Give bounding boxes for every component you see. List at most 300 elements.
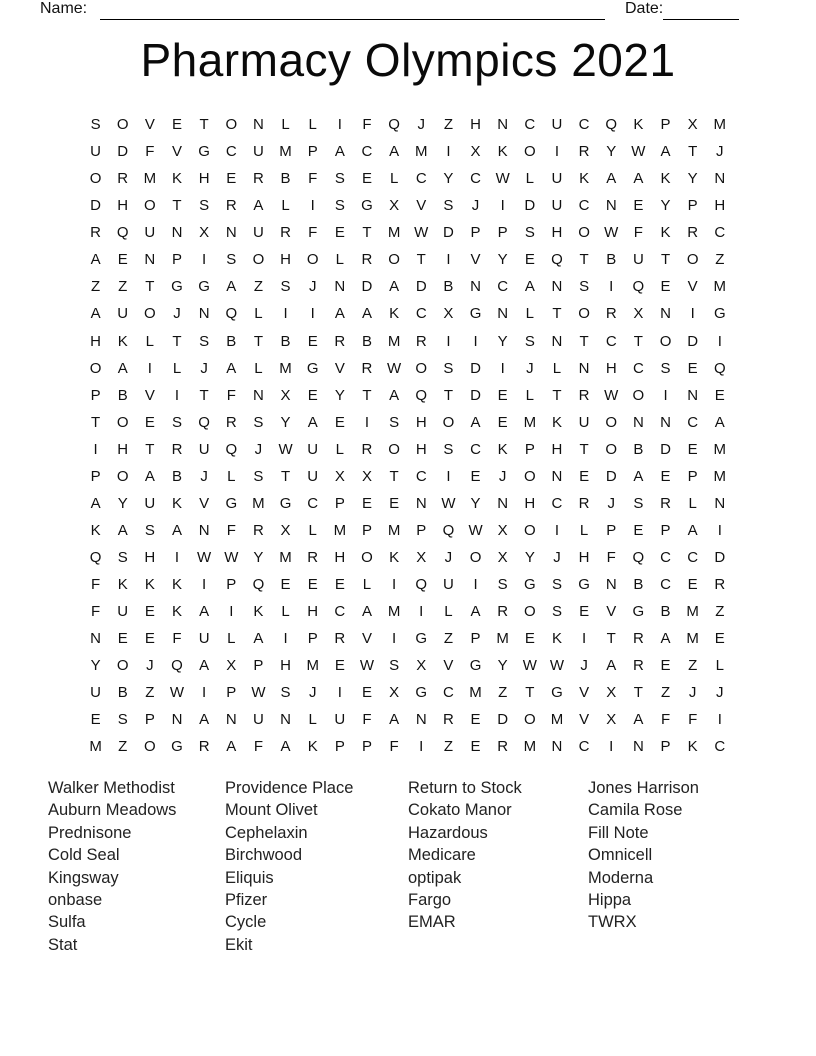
grid-letter: Y: [497, 251, 508, 269]
grid-letter: L: [308, 116, 317, 134]
grid-letter: L: [308, 521, 317, 539]
grid-letter: N: [632, 413, 644, 431]
grid-letter: L: [525, 305, 534, 323]
grid-letter: L: [389, 170, 399, 188]
word-list-item: Omnicell: [588, 846, 653, 865]
grid-letter: H: [198, 170, 210, 188]
grid-letter: M: [252, 494, 265, 512]
grid-letter: Q: [713, 359, 726, 377]
grid-letter: C: [442, 684, 454, 702]
grid-letter: T: [145, 440, 155, 458]
grid-letter: R: [307, 549, 319, 567]
grid-letter: S: [524, 224, 535, 242]
grid-letter: G: [469, 657, 482, 675]
grid-letter: L: [308, 711, 317, 729]
grid-letter: T: [688, 143, 698, 161]
grid-letter: S: [280, 684, 291, 702]
grid-letter: F: [90, 603, 101, 621]
grid-letter: R: [442, 711, 454, 729]
grid-letter: A: [226, 278, 237, 296]
grid-letter: R: [632, 657, 644, 675]
grid-letter: O: [225, 116, 238, 134]
grid-letter: E: [361, 170, 372, 188]
grid-letter: N: [198, 521, 210, 539]
grid-letter: M: [89, 738, 102, 756]
grid-letter: Z: [443, 116, 453, 134]
grid-letter: O: [523, 143, 536, 161]
grid-letter: J: [200, 359, 208, 377]
grid-letter: J: [308, 278, 317, 296]
grid-letter: E: [361, 684, 372, 702]
grid-letter: R: [605, 305, 617, 323]
word-column: [408, 777, 522, 934]
grid-letter: K: [551, 630, 562, 648]
grid-letter: S: [171, 413, 182, 431]
grid-letter: E: [334, 657, 345, 675]
grid-letter: G: [198, 143, 210, 161]
grid-letter: H: [551, 224, 563, 242]
grid-letter: Y: [606, 143, 617, 161]
grid-letter: L: [281, 603, 290, 621]
grid-letter: G: [279, 494, 292, 512]
grid-letter: A: [470, 413, 481, 431]
grid-letter: P: [660, 738, 671, 756]
grid-letter: K: [171, 494, 182, 512]
grid-letter: R: [660, 494, 671, 512]
grid-letter: C: [578, 738, 590, 756]
grid-letter: J: [716, 684, 724, 702]
grid-letter: U: [90, 143, 101, 161]
grid-letter: W: [549, 657, 565, 675]
grid-letter: A: [606, 657, 617, 675]
word-list-item: Fill Note: [588, 823, 649, 842]
grid-letter: I: [147, 359, 152, 377]
grid-letter: G: [171, 738, 183, 756]
grid-letter: C: [578, 116, 590, 134]
grid-letter: C: [415, 170, 427, 188]
word-list-item: Auburn Meadows: [48, 801, 177, 820]
grid-letter: L: [444, 603, 453, 621]
grid-letter: S: [551, 576, 562, 594]
grid-letter: D: [90, 197, 101, 215]
grid-letter: O: [469, 549, 482, 567]
grid-letter: J: [553, 549, 561, 567]
grid-letter: N: [198, 305, 210, 323]
grid-letter: I: [283, 305, 288, 323]
grid-letter: W: [604, 224, 619, 242]
grid-letter: U: [90, 684, 101, 702]
grid-letter: X: [470, 143, 481, 161]
grid-letter: E: [633, 521, 644, 539]
grid-letter: R: [252, 170, 264, 188]
grid-letter: Z: [660, 684, 671, 702]
grid-letter: R: [578, 494, 590, 512]
grid-letter: I: [174, 549, 180, 567]
grid-letter: V: [171, 143, 182, 161]
grid-letter: R: [252, 521, 264, 539]
grid-letter: P: [660, 116, 671, 134]
word-list-item: Cycle: [225, 913, 267, 932]
word-list-item: Prednisone: [48, 823, 132, 842]
grid-letter: O: [523, 603, 536, 621]
grid-letter: E: [524, 251, 535, 269]
grid-letter: D: [524, 197, 536, 215]
grid-letter: N: [714, 170, 726, 188]
grid-letter: X: [389, 197, 400, 215]
grid-letter: S: [443, 440, 454, 458]
grid-letter: O: [116, 657, 129, 675]
word-column: [225, 777, 353, 956]
grid-letter: Z: [715, 251, 725, 269]
grid-letter: H: [524, 494, 536, 512]
grid-letter: L: [227, 630, 236, 648]
word-column: [48, 777, 176, 956]
grid-letter: P: [226, 576, 237, 594]
grid-letter: G: [523, 576, 536, 594]
grid-letter: T: [172, 332, 182, 350]
grid-letter: Z: [90, 278, 101, 296]
grid-letter: U: [578, 413, 590, 431]
grid-letter: A: [389, 386, 400, 404]
grid-letter: E: [334, 413, 345, 431]
grid-letter: E: [280, 576, 291, 594]
grid-letter: L: [254, 359, 263, 377]
grid-letter: R: [117, 170, 129, 188]
grid-letter: P: [334, 738, 345, 756]
grid-letter: Q: [551, 251, 563, 269]
word-list-item: Hippa: [588, 891, 632, 910]
grid-letter: A: [226, 359, 237, 377]
grid-letter: K: [497, 440, 508, 458]
grid-letter: Y: [497, 332, 508, 350]
grid-letter: C: [660, 549, 671, 567]
grid-letter: E: [226, 170, 237, 188]
grid-letter: F: [362, 116, 372, 134]
grid-letter: H: [144, 549, 156, 567]
grid-letter: P: [144, 711, 155, 729]
grid-letter: R: [225, 413, 237, 431]
grid-letter: Y: [117, 494, 128, 512]
word-list-item: Moderna: [588, 868, 654, 887]
grid-letter: P: [361, 738, 372, 756]
grid-letter: I: [202, 684, 207, 702]
grid-letter: H: [280, 657, 291, 675]
grid-letter: E: [470, 467, 481, 485]
grid-letter: D: [361, 278, 373, 296]
grid-letter: E: [470, 738, 481, 756]
grid-letter: M: [713, 116, 727, 134]
grid-letter: I: [582, 630, 587, 648]
grid-letter: N: [225, 224, 237, 242]
grid-letter: V: [687, 278, 698, 296]
grid-letter: P: [361, 521, 372, 539]
grid-letter: F: [389, 738, 399, 756]
grid-letter: L: [362, 576, 372, 594]
grid-letter: K: [253, 603, 264, 621]
grid-letter: A: [389, 711, 400, 729]
grid-letter: O: [659, 332, 672, 350]
grid-letter: Y: [443, 170, 454, 188]
grid-letter: P: [497, 224, 508, 242]
grid-letter: I: [392, 630, 397, 648]
grid-letter: H: [551, 440, 563, 458]
grid-letter: N: [497, 494, 509, 512]
grid-letter: J: [173, 305, 181, 323]
word-list-item: Mount Olivet: [225, 801, 318, 820]
grid-letter: X: [199, 224, 210, 242]
grid-letter: N: [687, 386, 699, 404]
grid-letter: C: [225, 143, 237, 161]
grid-letter: S: [280, 278, 291, 296]
grid-letter: S: [443, 197, 454, 215]
grid-letter: H: [117, 440, 129, 458]
grid-letter: S: [579, 278, 590, 296]
grid-letter: S: [253, 413, 264, 431]
grid-letter: A: [389, 278, 400, 296]
grid-letter: H: [90, 332, 101, 350]
grid-letter: U: [252, 224, 264, 242]
date-label: Date:: [625, 0, 664, 17]
grid-letter: F: [308, 170, 318, 188]
grid-letter: W: [631, 143, 646, 161]
grid-letter: R: [90, 224, 101, 242]
grid-letter: K: [389, 549, 400, 567]
grid-letter: G: [198, 278, 210, 296]
grid-letter: W: [414, 224, 429, 242]
grid-letter: M: [713, 440, 727, 458]
grid-letter: D: [605, 467, 617, 485]
grid-letter: B: [117, 684, 128, 702]
grid-letter: M: [306, 657, 319, 675]
grid-letter: E: [579, 603, 590, 621]
grid-letter: T: [552, 386, 562, 404]
grid-letter: E: [144, 413, 155, 431]
grid-letter: C: [415, 305, 427, 323]
grid-letter: C: [497, 278, 509, 296]
grid-letter: J: [200, 467, 208, 485]
grid-letter: B: [606, 251, 617, 269]
grid-letter: X: [606, 711, 617, 729]
grid-letter: L: [335, 440, 344, 458]
grid-letter: H: [415, 413, 427, 431]
grid-letter: A: [199, 657, 210, 675]
grid-letter: X: [497, 549, 508, 567]
grid-letter: O: [144, 305, 156, 323]
grid-letter: D: [442, 224, 454, 242]
grid-letter: R: [415, 332, 427, 350]
grid-letter: F: [362, 711, 372, 729]
grid-letter: J: [146, 657, 154, 675]
grid-letter: R: [171, 440, 183, 458]
grid-letter: O: [605, 413, 618, 431]
grid-letter: A: [199, 603, 210, 621]
grid-letter: E: [660, 467, 671, 485]
grid-letter: B: [633, 576, 644, 594]
grid-letter: X: [633, 305, 644, 323]
grid-letter: N: [415, 711, 427, 729]
grid-letter: Q: [198, 413, 210, 431]
grid-letter: R: [632, 630, 644, 648]
grid-letter: Q: [415, 386, 428, 404]
grid-letter: M: [279, 359, 292, 377]
grid-letter: O: [144, 738, 156, 756]
grid-letter: M: [469, 684, 482, 702]
grid-letter: B: [280, 170, 291, 188]
grid-letter: O: [116, 116, 129, 134]
grid-letter: E: [633, 197, 644, 215]
grid-letter: E: [524, 630, 535, 648]
grid-letter: A: [470, 603, 481, 621]
grid-letter: A: [334, 143, 345, 161]
grid-letter: D: [714, 549, 726, 567]
grid-letter: A: [117, 521, 128, 539]
grid-letter: T: [579, 251, 589, 269]
grid-letter: K: [633, 116, 644, 134]
grid-letter: N: [497, 305, 509, 323]
grid-letter: S: [524, 332, 535, 350]
grid-letter: C: [660, 576, 671, 594]
grid-letter: P: [687, 467, 698, 485]
grid-letter: O: [116, 467, 129, 485]
grid-letter: F: [172, 630, 182, 648]
grid-letter: N: [144, 251, 156, 269]
grid-letter: V: [606, 603, 617, 621]
word-list-item: optipak: [408, 868, 462, 887]
grid-letter: W: [604, 386, 619, 404]
grid-letter: K: [144, 576, 155, 594]
grid-letter: V: [579, 684, 590, 702]
grid-letter: D: [470, 359, 481, 377]
grid-letter: J: [254, 440, 263, 458]
grid-letter: N: [551, 278, 563, 296]
grid-letter: I: [392, 576, 397, 594]
grid-letter: D: [117, 143, 129, 161]
word-list-item: Providence Place: [225, 779, 354, 797]
grid-letter: C: [605, 332, 617, 350]
grid-letter: A: [280, 738, 291, 756]
grid-letter: R: [497, 738, 509, 756]
grid-letter: C: [687, 413, 699, 431]
grid-letter: M: [415, 143, 428, 161]
grid-letter: N: [90, 630, 101, 648]
grid-letter: R: [578, 143, 590, 161]
grid-letter: Q: [388, 116, 400, 134]
grid-letter: C: [551, 494, 563, 512]
word-list-item: Cephelaxin: [225, 823, 308, 842]
grid-letter: O: [388, 251, 400, 269]
grid-letter: I: [690, 305, 695, 323]
grid-letter: L: [552, 359, 562, 377]
word-list-item: Return to Stock: [408, 779, 522, 797]
grid-letter: X: [606, 684, 617, 702]
grid-letter: E: [307, 386, 318, 404]
grid-letter: L: [579, 521, 589, 539]
grid-letter: H: [280, 251, 291, 269]
grid-letter: I: [446, 332, 451, 350]
grid-letter: O: [632, 386, 645, 404]
grid-letter: K: [660, 170, 671, 188]
word-list-item: onbase: [48, 891, 103, 910]
grid-letter: E: [171, 116, 182, 134]
grid-letter: U: [198, 440, 210, 458]
grid-letter: B: [633, 440, 644, 458]
grid-letter: I: [554, 143, 560, 161]
grid-letter: Z: [118, 278, 128, 296]
grid-letter: N: [551, 738, 563, 756]
grid-letter: L: [715, 657, 724, 675]
grid-letter: E: [144, 630, 155, 648]
grid-letter: B: [226, 332, 237, 350]
grid-letter: F: [145, 143, 155, 161]
word-list-item: Birchwood: [225, 846, 303, 865]
grid-letter: G: [171, 278, 183, 296]
grid-letter: N: [225, 711, 237, 729]
grid-letter: W: [278, 440, 293, 458]
grid-letter: P: [90, 467, 101, 485]
grid-letter: E: [497, 386, 508, 404]
grid-letter: N: [605, 197, 617, 215]
grid-letter: X: [226, 657, 237, 675]
grid-letter: H: [714, 197, 726, 215]
grid-letter: I: [174, 386, 180, 404]
grid-letter: C: [470, 170, 481, 188]
grid-letter: O: [361, 549, 373, 567]
grid-letter: J: [580, 657, 588, 675]
grid-letter: I: [500, 197, 505, 215]
grid-letter: A: [226, 738, 237, 756]
grid-letter: N: [415, 494, 427, 512]
grid-letter: B: [660, 603, 671, 621]
grid-letter: N: [551, 332, 563, 350]
grid-letter: G: [225, 494, 238, 512]
grid-letter: K: [117, 332, 128, 350]
grid-letter: C: [714, 224, 726, 242]
grid-letter: U: [442, 576, 454, 594]
grid-letter: F: [688, 711, 698, 729]
grid-letter: P: [606, 521, 617, 539]
grid-letter: A: [660, 630, 671, 648]
grid-letter: S: [334, 170, 345, 188]
grid-letter: S: [199, 197, 210, 215]
grid-letter: A: [633, 170, 644, 188]
grid-letter: A: [633, 711, 644, 729]
grid-letter: Z: [253, 278, 263, 296]
grid-letter: N: [171, 711, 183, 729]
grid-letter: K: [90, 521, 101, 539]
grid-letter: K: [497, 143, 508, 161]
grid-letter: Y: [90, 657, 101, 675]
grid-letter: M: [496, 630, 509, 648]
grid-letter: S: [497, 576, 508, 594]
grid-letter: W: [169, 684, 185, 702]
grid-letter: Q: [171, 657, 183, 675]
grid-letter: T: [199, 386, 209, 404]
grid-letter: I: [717, 521, 722, 539]
grid-letter: R: [280, 224, 291, 242]
grid-letter: S: [334, 197, 345, 215]
grid-letter: Q: [632, 278, 645, 296]
grid-letter: S: [144, 521, 155, 539]
grid-letter: A: [171, 521, 182, 539]
grid-letter: W: [197, 549, 212, 567]
grid-letter: O: [605, 440, 618, 458]
grid-letter: T: [633, 332, 643, 350]
grid-letter: I: [202, 576, 207, 594]
grid-letter: H: [578, 549, 590, 567]
grid-letter: E: [334, 224, 345, 242]
grid-letter: F: [606, 549, 616, 567]
grid-letter: T: [199, 116, 209, 134]
